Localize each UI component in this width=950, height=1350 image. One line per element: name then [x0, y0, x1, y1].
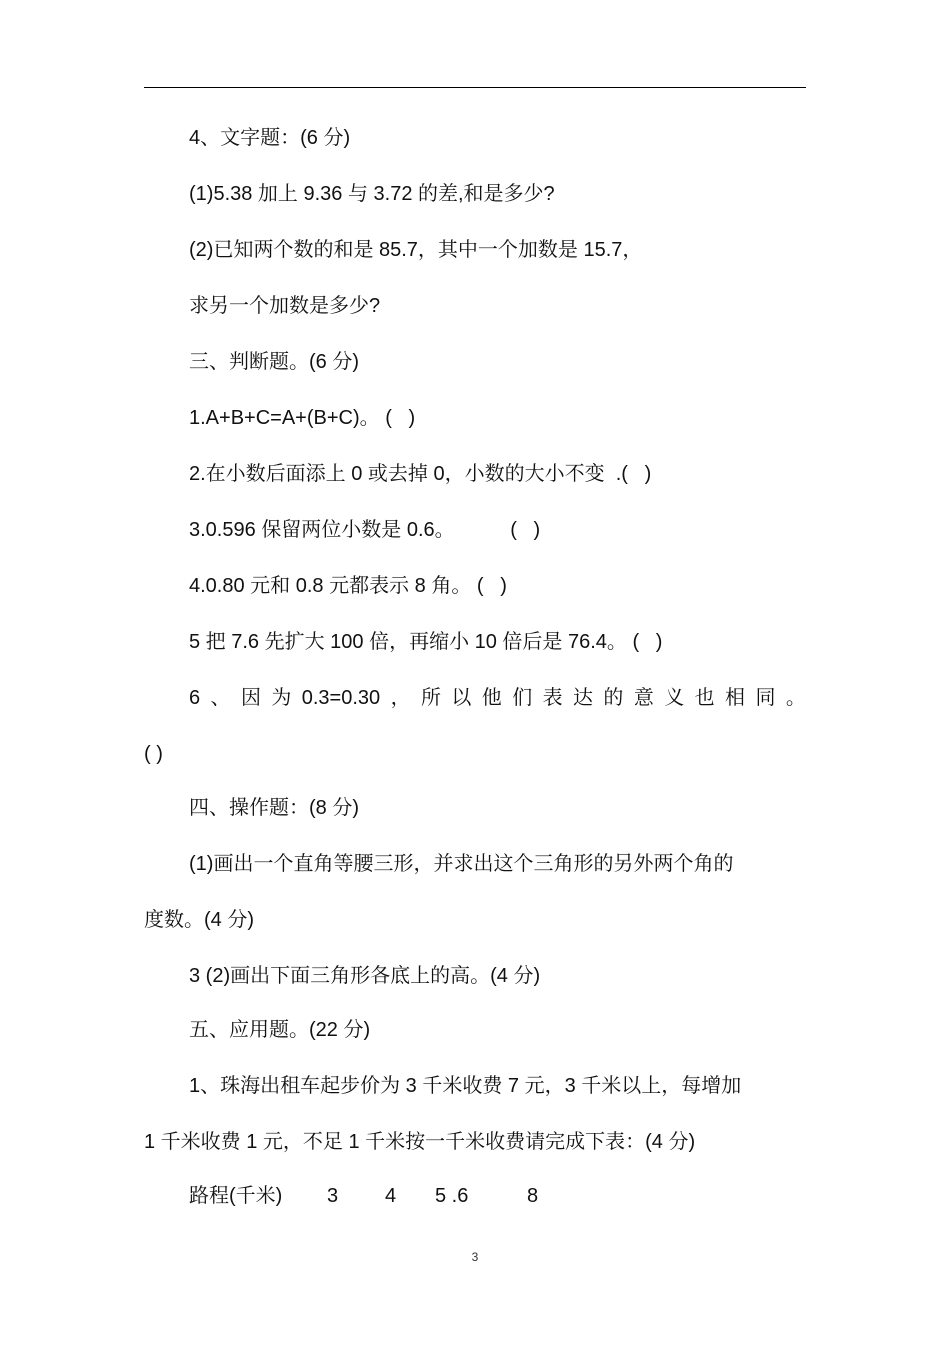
judgement-item-3: 3.0.596 保留两位小数是 0.6。 ( ) — [189, 519, 541, 541]
judgement-item-6-token: ， — [390, 687, 411, 709]
judgement-item-6-token: 他 — [481, 687, 502, 709]
question-4-part-2-continued: 求另一个加数是多少? — [189, 295, 381, 317]
judgement-item-6-token: 以 — [451, 687, 472, 709]
fare-table-value: 4 — [385, 1185, 397, 1207]
judgement-item-6-bracket: ( ) — [144, 743, 163, 765]
judgement-item-6-token: 表 — [542, 687, 563, 709]
judgement-item-6-token: 0.3=0.30 — [301, 687, 381, 709]
section-4-heading: 四、操作题：(8 分) — [189, 797, 359, 819]
judgement-item-2: 2.在小数后面添上 0 或去掉 0，小数的大小不变 .( ) — [189, 463, 652, 485]
judgement-item-6 — [189, 684, 806, 712]
fare-table-value: 8 — [527, 1185, 539, 1207]
judgement-item-6-token: 、 — [210, 687, 231, 709]
judgement-item-6-token: 意 — [633, 687, 654, 709]
question-4-part-1: (1)5.38 加上 9.36 与 3.72 的差,和是多少? — [189, 183, 555, 205]
judgement-item-6-token: 为 — [271, 687, 292, 709]
section-3-heading: 三、判断题。(6 分) — [189, 351, 359, 373]
operation-item-1: (1)画出一个直角等腰三形，并求出这个三角形的另外两个角的 — [189, 853, 734, 875]
judgement-item-6-token: 的 — [603, 687, 624, 709]
operation-item-2: 3 (2)画出下面三角形各底上的高。(4 分) — [189, 965, 541, 987]
application-item-1: 1、珠海出租车起步价为 3 千米收费 7 元，3 千米以上，每增加 — [189, 1075, 742, 1097]
fare-table-value: 3 — [327, 1185, 339, 1207]
judgement-item-4: 4.0.80 元和 0.8 元都表示 8 角。 ( ) — [189, 575, 507, 597]
judgement-item-1: 1.A+B+C=A+(B+C)。 ( ) — [189, 407, 416, 429]
judgement-item-6-token: 同 — [755, 687, 776, 709]
judgement-item-6-token: 因 — [240, 687, 261, 709]
question-4-part-2: (2)已知两个数的和是 85.7，其中一个加数是 15.7， — [189, 239, 643, 261]
judgement-item-6-token: 。 — [785, 687, 806, 709]
fare-table-row — [189, 1182, 539, 1350]
judgement-item-6-token: 也 — [694, 687, 715, 709]
judgement-item-5: 5 把 7.6 先扩大 100 倍，再缩小 10 倍后是 76.4。 ( ) — [189, 631, 663, 653]
fare-table-value: 5 .6 — [435, 1185, 469, 1207]
judgement-item-6-token: 达 — [573, 687, 594, 709]
application-item-1-continued: 1 千米收费 1 元，不足 1 千米按一千米收费请完成下表：(4 分) — [144, 1131, 696, 1153]
page-number: 3 — [471, 1250, 479, 1264]
question-4-heading: 4、文字题：(6 分) — [189, 127, 351, 149]
judgement-item-6-token: 6 — [189, 687, 201, 709]
header-rule — [144, 87, 806, 88]
fare-table-header: 路程(千米) — [189, 1185, 283, 1207]
judgement-item-6-token: 们 — [512, 687, 533, 709]
judgement-item-6-token: 所 — [420, 687, 441, 709]
judgement-item-6-token: 义 — [664, 687, 685, 709]
judgement-item-6-token: 相 — [725, 687, 746, 709]
operation-item-1-continued: 度数。(4 分) — [144, 909, 254, 931]
section-5-heading: 五、应用题。(22 分) — [189, 1019, 371, 1041]
